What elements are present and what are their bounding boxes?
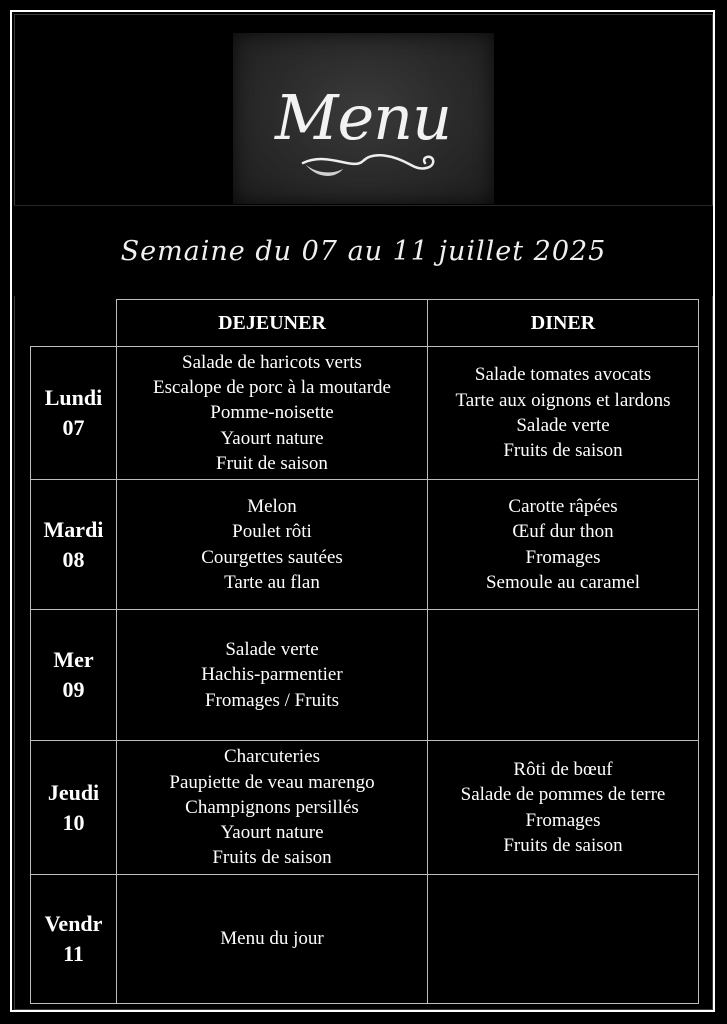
day-name: Vendr [44,911,103,936]
day-number: 10 [62,809,85,835]
day-row-lundi [31,347,699,480]
dish: Escalope de porc à la moutarde [153,377,391,399]
dish: Œuf dur thon [512,521,614,543]
dinner-cell [428,347,699,480]
dish: Charcuteries [223,746,320,768]
dish: Tarte aux oignons et lardons [455,389,671,411]
day-number: 09 [62,677,85,702]
day-label [31,610,117,741]
menu-logo-text: Menu [274,81,452,154]
dish: Fruits de saison [503,834,623,856]
day-row-vendr [31,875,699,1004]
dish: Fruits de saison [212,847,332,869]
dish: Fromages [525,809,601,831]
dinner-cell [428,875,699,1004]
flourish-swirl-icon [303,155,433,168]
dish: Champignons persillés [185,796,359,818]
dish: Melon [247,495,297,517]
lunch-cell [117,347,428,480]
day-label [31,875,117,1004]
dish: Fromages / Fruits [204,689,340,711]
dish: Poulet rôti [232,521,312,543]
menu-logo-graphic [233,33,494,204]
dish: Paupiette de veau marengo [169,771,375,793]
column-header-lunch: DEJEUNER [117,300,428,347]
lunch-cell [117,610,428,741]
lunch-cell [117,741,428,875]
menu-chalkboard-logo [233,33,494,204]
day-label [31,480,117,610]
day-row-mardi [31,480,699,610]
dinner-cell [428,610,699,741]
dish: Hachis-parmentier [201,664,343,686]
dinner-cell [428,480,699,610]
dish: Salade de pommes de terre [460,784,666,806]
dish: Menu du jour [220,928,324,950]
dish: Yaourt nature [220,427,324,449]
day-name: Mer [53,647,94,672]
dish: Salade verte [225,639,319,661]
dish: Rôti de bœuf [513,758,613,780]
dish: Fromages [525,546,601,568]
dish: Fruit de saison [216,452,328,474]
column-header-dinner: DINER [428,300,699,347]
dish: Salade verte [516,415,610,436]
day-name: Mardi [43,516,104,542]
day-label [31,741,117,875]
dish: Salade de haricots verts [182,351,362,373]
day-row-jeudi [31,741,699,875]
lunch-cell [117,480,428,610]
dish: Semoule au caramel [485,571,641,593]
day-row-mer [31,610,699,741]
flourish-left-icon [305,164,343,176]
day-name: Lundi [44,385,103,410]
dish: Salade tomates avocats [474,364,652,386]
day-number: 07 [62,415,85,440]
dish: Courgettes sautées [201,546,343,568]
dish: Carotte râpées [508,495,618,517]
dish: Yaourt nature [220,822,324,844]
dish: Pomme-noisette [210,402,334,424]
day-number: 08 [62,546,85,572]
menu-table [30,299,699,1004]
dish: Fruits de saison [503,440,623,462]
day-number: 11 [63,941,84,966]
dish: Tarte au flan [224,571,320,593]
table-header-row [31,300,699,347]
corner-cell [31,300,117,347]
dinner-cell [428,741,699,875]
week-title: Semaine du 07 au 11 juillet 2025 [120,236,607,267]
lunch-cell [117,875,428,1004]
day-name: Jeudi [47,779,100,805]
day-label [31,347,117,480]
